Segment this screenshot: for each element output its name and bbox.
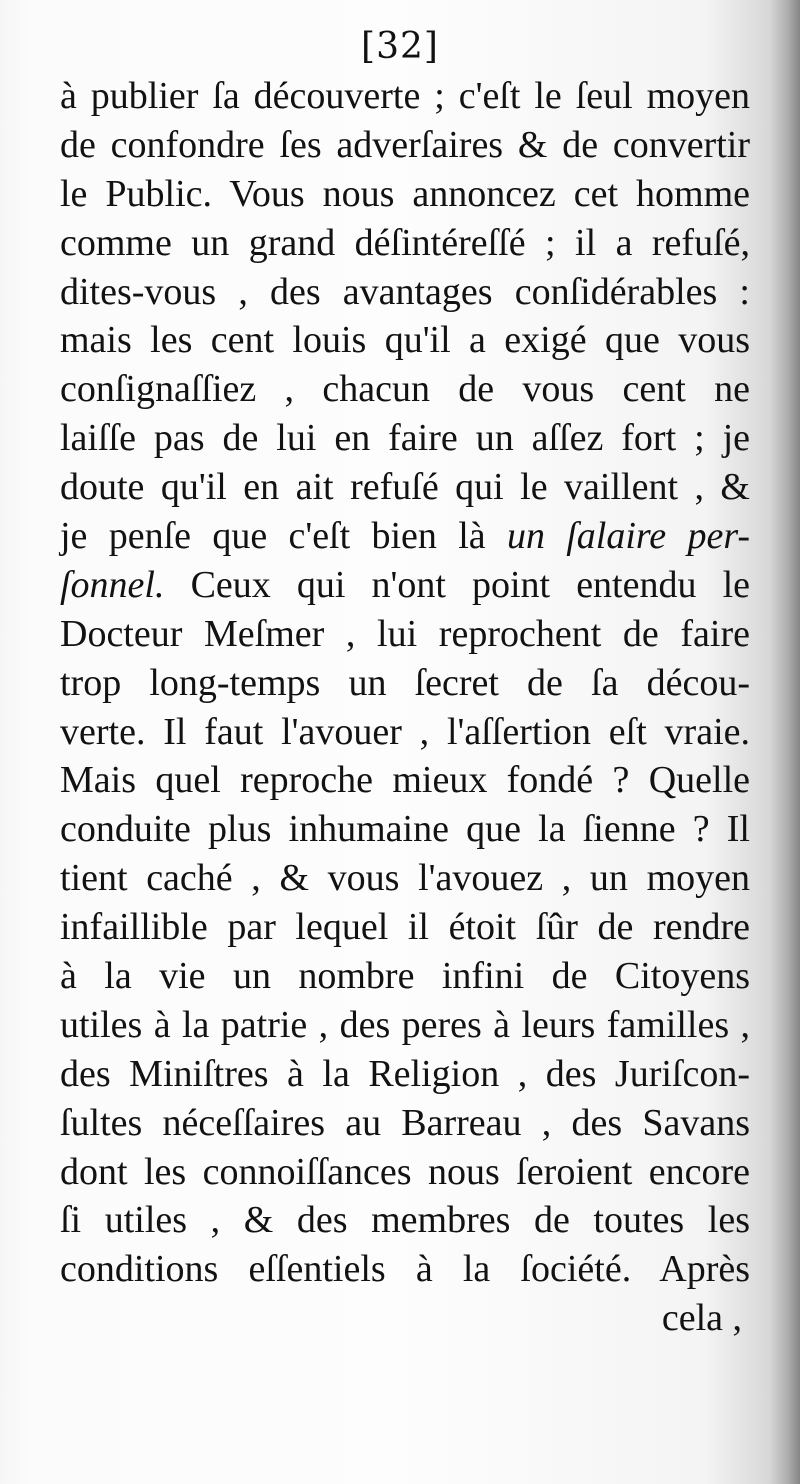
text-segment: à publier ſa découverte ; c'eſt le ſeul moyen [60, 75, 750, 117]
text-segment: Mais quel reproche mieux fondé ? Quelle [60, 759, 750, 802]
text-line [60, 1099, 750, 1148]
text-segment: conſignaſſiez , chacun de vous cent ne [60, 368, 750, 411]
text-line [60, 1001, 750, 1050]
text-segment: doute qu'il en ait refuſé qui le vaillent , & [60, 466, 750, 509]
text-line [60, 854, 750, 903]
text-line [60, 659, 750, 708]
text-segment: de confondre ſes adverſaires & de convertir [60, 123, 750, 166]
text-line [60, 1148, 750, 1197]
page-number: [32] [361, 26, 439, 67]
text-segment: conditions eſſentiels à la ſociété. Après [60, 1248, 750, 1291]
text-line [60, 1050, 750, 1099]
text-line [60, 121, 750, 170]
text-line [60, 170, 750, 219]
text-line [60, 72, 750, 121]
text-line [60, 708, 750, 757]
catchword: cela , [661, 1297, 742, 1340]
text-segment: verte. Il faut l'avouer , l'aſſertion eſt vraie. [60, 710, 750, 753]
text-segment: trop long-temps un ſecret de ſa décou- [60, 661, 750, 704]
text-segment: à la vie un nombre infini de Citoyens [60, 955, 750, 998]
catchword-line [60, 1294, 750, 1343]
text-line [60, 903, 750, 952]
text-segment: conduite plus inhumaine que la ſienne ? Il [60, 808, 750, 851]
text-segment: le Public. Vous nous annoncez cet homme [60, 172, 750, 215]
text-line [60, 1196, 750, 1245]
text-line [60, 512, 750, 561]
text-segment: mais les cent louis qu'il a exigé que vous [60, 319, 750, 362]
text-line [60, 365, 750, 414]
text-segment: dont les connoiſſances nous ſeroient encore [60, 1150, 750, 1193]
text-segment: tient caché , & vous l'avouez , un moyen [60, 857, 750, 900]
text-segment: utiles à la patrie , des peres à leurs familles , [60, 1003, 750, 1046]
binding-gutter-shadow [770, 0, 800, 1484]
text-segment: ſultes néceſſaires au Barreau , des Savans [60, 1101, 750, 1144]
text-line [60, 219, 750, 268]
text-segment: infaillible par lequel il étoit ſûr de rendre [60, 906, 750, 949]
text-line [60, 610, 750, 659]
body-text [60, 72, 750, 1343]
text-segment: laiſſe pas de lui en faire un aſſez fort ; je [60, 417, 750, 460]
text-segment: Docteur Meſmer , lui reprochent de faire [60, 612, 750, 655]
text-segment: dites-vous , des avantages conſidérables : [60, 270, 750, 313]
italic-text-segment: un ſalaire per- [506, 515, 751, 558]
text-line [60, 414, 750, 463]
italic-text-segment: ſonnel. [60, 563, 165, 606]
text-line [60, 952, 750, 1001]
text-line [60, 756, 750, 805]
text-line [60, 268, 750, 317]
text-line [60, 463, 750, 512]
text-line [60, 561, 750, 610]
text-segment: des Miniſtres à la Religion , des Juriſcon- [60, 1052, 750, 1095]
text-segment: Ceux qui n'ont point entendu le [164, 563, 750, 606]
text-line [60, 316, 750, 365]
text-line [60, 1245, 750, 1294]
text-segment: je penſe que c'eſt bien là [60, 515, 507, 558]
text-line [60, 805, 750, 854]
text-segment: ſi utiles , & des membres de toutes les [60, 1199, 750, 1242]
text-segment: comme un grand déſintéreſſé ; il a refuſé, [60, 221, 750, 264]
